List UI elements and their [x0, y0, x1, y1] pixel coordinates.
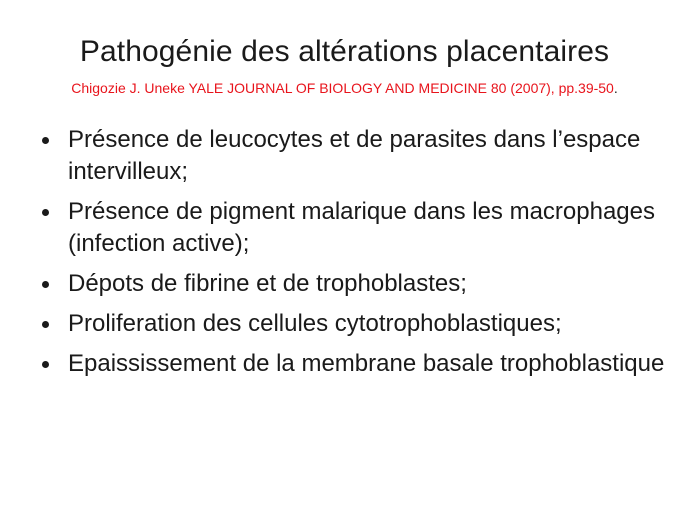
bullet-item: [40, 308, 680, 340]
citation-period: .: [613, 80, 618, 96]
bullet-text: Présence de pigment malarique dans les macrophages (infection active);: [68, 198, 656, 257]
bullet-text: Epaississement de la membrane basale trophoblastique: [68, 350, 665, 377]
bullet-dot-icon: [42, 209, 49, 216]
bullet-dot-icon: [42, 137, 49, 144]
bullet-dot-icon: [42, 361, 49, 368]
citation: [0, 79, 689, 97]
bullet-item: [40, 196, 680, 260]
bullet-list: [40, 124, 680, 388]
bullet-item: [40, 124, 680, 188]
bullet-item: [40, 268, 680, 300]
bullet-dot-icon: [42, 281, 49, 288]
bullet-text: Proliferation des cellules cytotrophoblastiques;: [68, 310, 562, 337]
citation-text: Chigozie J. Uneke YALE JOURNAL OF BIOLOGY AND MEDICINE 80 (2007), pp.39-50: [71, 80, 614, 96]
bullet-item: [40, 348, 680, 380]
bullet-text: Dépots de fibrine et de trophoblastes;: [68, 270, 467, 297]
bullet-text: Présence de leucocytes et de parasites dans l’espace intervilleux;: [68, 126, 641, 185]
bullet-dot-icon: [42, 321, 49, 328]
slide-title: Pathogénie des altérations placentaires: [79, 35, 610, 68]
